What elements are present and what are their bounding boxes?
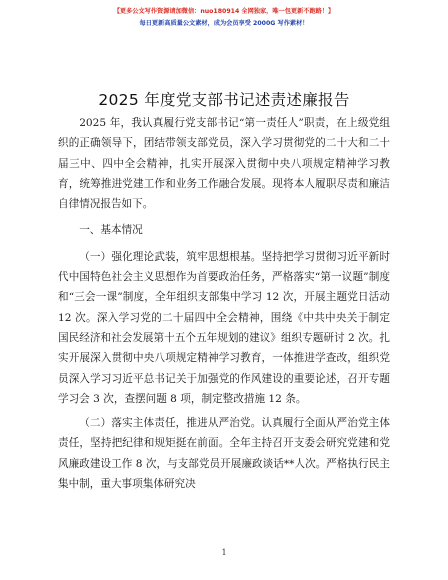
section-heading: 一、基本情况 bbox=[79, 224, 143, 237]
paragraph-main-responsibility: （二）落实主体责任，推进从严治党。认真履行全面从严治党主体责任，坚持把纪律和规矩挺在前面。全年主持召开支委会研究党建和党风廉政建设工作 8 次，与支部党员开展廉政谈话**人次。严格执行民主集中制，重大事项集体研究决 bbox=[58, 417, 390, 491]
promo-banner bbox=[0, 6, 448, 30]
intro-paragraph: 2025 年，我认真履行党支部书记“第一责任人”职责，在上级党组织的正确领导下，团结带领支部党员，深入学习贯彻党的二十大和二十届三中、四中全会精神，扎实开展深入贯彻中央八项规定精神学习教育，统筹推进党建工作和业务工作融合发展。现将本人履职尽责和廉洁自律情况报告如下。 bbox=[58, 117, 390, 211]
page-number: 1 bbox=[221, 548, 227, 557]
promo-banner-line-2: 每日更新高质量公文素材，成为会员享受 2000G 写作素材！ bbox=[139, 20, 309, 27]
document-body bbox=[58, 113, 390, 494]
document-title: 2025 年度党支部书记述责述廉报告 bbox=[98, 91, 350, 109]
paragraph-theory-study: （一）强化理论武装，筑牢思想根基。坚持把学习贯彻习近平新时代中国特色社会主义思想作为首要政治任务，严格落实“第一议题”制度和“三会一课”制度，全年组织支部集中学习 12 次，开展主题党日活动 12 次。深入学习党的二十届四中全会精神，围绕《中共中央关于制定国民经济和社会发展第十五个五年规划的建议》组织专题研讨 2 次。扎实开展深入贯彻中央八项规定精神学习教育，一体推进学查改，组织党员深入学习习近平总书记关于加强党的作风建设的重要论述，召开专题学习会 3 次，查摆问题 8 项，制定整改措施 12 条。 bbox=[58, 250, 390, 405]
promo-banner-line-1: 【更多公文写作资源请加微信：nuo180914 全网独家，唯一包更新不跑路！】 bbox=[113, 8, 335, 15]
